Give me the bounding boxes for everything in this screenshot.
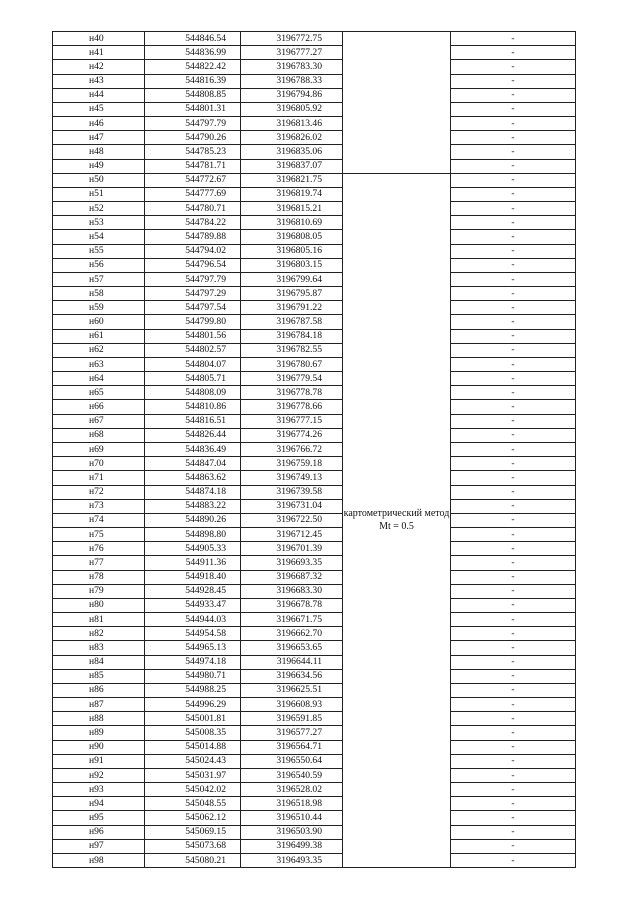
point-name-cell: н44 [53, 88, 145, 102]
table-row [53, 783, 576, 797]
point-name-cell: н68 [53, 428, 145, 442]
x-coordinate-cell: 544780.71 [145, 202, 241, 216]
y-coordinate-cell: 3196805.92 [241, 102, 343, 116]
x-coordinate-cell: 544874.18 [145, 485, 241, 499]
point-name-cell: н46 [53, 117, 145, 131]
x-coordinate-cell: 544797.29 [145, 287, 241, 301]
y-coordinate-cell: 3196662.70 [241, 627, 343, 641]
table-row [53, 159, 576, 173]
dash-cell: - [451, 485, 576, 499]
x-coordinate-cell: 544805.71 [145, 372, 241, 386]
point-name-cell: н87 [53, 698, 145, 712]
point-name-cell: н60 [53, 315, 145, 329]
table-row [53, 400, 576, 414]
y-coordinate-cell: 3196518.98 [241, 797, 343, 811]
point-name-cell: н72 [53, 485, 145, 499]
x-coordinate-cell: 544772.67 [145, 173, 241, 187]
point-name-cell: н51 [53, 187, 145, 201]
y-coordinate-cell: 3196671.75 [241, 613, 343, 627]
y-coordinate-cell: 3196731.04 [241, 499, 343, 513]
x-coordinate-cell: 545062.12 [145, 811, 241, 825]
y-coordinate-cell: 3196778.66 [241, 400, 343, 414]
x-coordinate-cell: 544777.69 [145, 187, 241, 201]
table-row [53, 244, 576, 258]
dash-cell: - [451, 542, 576, 556]
dash-cell: - [451, 811, 576, 825]
x-coordinate-cell: 544790.26 [145, 131, 241, 145]
x-coordinate-cell: 544796.54 [145, 258, 241, 272]
dash-cell: - [451, 698, 576, 712]
point-name-cell: н54 [53, 230, 145, 244]
y-coordinate-cell: 3196799.64 [241, 272, 343, 286]
point-name-cell: н76 [53, 542, 145, 556]
dash-cell: - [451, 457, 576, 471]
x-coordinate-cell: 544808.09 [145, 386, 241, 400]
table-row [53, 768, 576, 782]
point-name-cell: н62 [53, 343, 145, 357]
table-row [53, 258, 576, 272]
dash-cell: - [451, 173, 576, 187]
y-coordinate-cell: 3196795.87 [241, 287, 343, 301]
y-coordinate-cell: 3196821.75 [241, 173, 343, 187]
table-row [53, 811, 576, 825]
y-coordinate-cell: 3196791.22 [241, 301, 343, 315]
table-row [53, 230, 576, 244]
x-coordinate-cell: 545014.88 [145, 740, 241, 754]
dash-cell: - [451, 46, 576, 60]
dash-cell: - [451, 145, 576, 159]
dash-cell: - [451, 442, 576, 456]
y-coordinate-cell: 3196722.50 [241, 513, 343, 527]
point-name-cell: н49 [53, 159, 145, 173]
x-coordinate-cell: 544797.54 [145, 301, 241, 315]
point-name-cell: н98 [53, 853, 145, 867]
table-row [53, 187, 576, 201]
table-row [53, 329, 576, 343]
x-coordinate-cell: 544816.39 [145, 74, 241, 88]
point-name-cell: н65 [53, 386, 145, 400]
coordinates-table [52, 31, 576, 868]
y-coordinate-cell: 3196678.78 [241, 598, 343, 612]
table-row [53, 613, 576, 627]
x-coordinate-cell: 545080.21 [145, 853, 241, 867]
table-row [53, 372, 576, 386]
y-coordinate-cell: 3196788.33 [241, 74, 343, 88]
dash-cell: - [451, 712, 576, 726]
y-coordinate-cell: 3196805.16 [241, 244, 343, 258]
dash-cell: - [451, 768, 576, 782]
table-row [53, 797, 576, 811]
table-row [53, 556, 576, 570]
point-name-cell: н41 [53, 46, 145, 60]
dash-cell: - [451, 216, 576, 230]
table-row [53, 88, 576, 102]
table-row [53, 46, 576, 60]
x-coordinate-cell: 545008.35 [145, 726, 241, 740]
y-coordinate-cell: 3196683.30 [241, 584, 343, 598]
dash-cell: - [451, 400, 576, 414]
y-coordinate-cell: 3196794.86 [241, 88, 343, 102]
table-row [53, 287, 576, 301]
point-name-cell: н52 [53, 202, 145, 216]
x-coordinate-cell: 545069.15 [145, 825, 241, 839]
x-coordinate-cell: 544918.40 [145, 570, 241, 584]
y-coordinate-cell: 3196803.15 [241, 258, 343, 272]
x-coordinate-cell: 544785.23 [145, 145, 241, 159]
table-row [53, 726, 576, 740]
point-name-cell: н43 [53, 74, 145, 88]
table-row [53, 485, 576, 499]
y-coordinate-cell: 3196810.69 [241, 216, 343, 230]
point-name-cell: н95 [53, 811, 145, 825]
table-row [53, 839, 576, 853]
y-coordinate-cell: 3196550.64 [241, 754, 343, 768]
dash-cell: - [451, 357, 576, 371]
point-name-cell: н79 [53, 584, 145, 598]
y-coordinate-cell: 3196653.65 [241, 641, 343, 655]
point-name-cell: н40 [53, 32, 145, 46]
y-coordinate-cell: 3196772.75 [241, 32, 343, 46]
point-name-cell: н45 [53, 102, 145, 116]
point-name-cell: н71 [53, 471, 145, 485]
x-coordinate-cell: 545001.81 [145, 712, 241, 726]
x-coordinate-cell: 545042.02 [145, 783, 241, 797]
dash-cell: - [451, 598, 576, 612]
y-coordinate-cell: 3196808.05 [241, 230, 343, 244]
table-row [53, 386, 576, 400]
x-coordinate-cell: 544847.04 [145, 457, 241, 471]
table-row [53, 32, 576, 46]
point-name-cell: н86 [53, 683, 145, 697]
point-name-cell: н85 [53, 669, 145, 683]
table-row [53, 173, 576, 187]
method-cell: картометрический метод Mt = 0.5 [343, 173, 451, 867]
point-name-cell: н80 [53, 598, 145, 612]
point-name-cell: н92 [53, 768, 145, 782]
x-coordinate-cell: 544974.18 [145, 655, 241, 669]
x-coordinate-cell: 544905.33 [145, 542, 241, 556]
y-coordinate-cell: 3196774.26 [241, 428, 343, 442]
point-name-cell: н59 [53, 301, 145, 315]
y-coordinate-cell: 3196625.51 [241, 683, 343, 697]
dash-cell: - [451, 117, 576, 131]
y-coordinate-cell: 3196510.44 [241, 811, 343, 825]
point-name-cell: н48 [53, 145, 145, 159]
dash-cell: - [451, 627, 576, 641]
dash-cell: - [451, 159, 576, 173]
dash-cell: - [451, 825, 576, 839]
y-coordinate-cell: 3196739.58 [241, 485, 343, 499]
point-name-cell: н63 [53, 357, 145, 371]
table-row [53, 740, 576, 754]
point-name-cell: н81 [53, 613, 145, 627]
table-row [53, 301, 576, 315]
y-coordinate-cell: 3196693.35 [241, 556, 343, 570]
table-row [53, 414, 576, 428]
y-coordinate-cell: 3196701.39 [241, 542, 343, 556]
table-row [53, 528, 576, 542]
dash-cell: - [451, 669, 576, 683]
y-coordinate-cell: 3196687.32 [241, 570, 343, 584]
table-row [53, 669, 576, 683]
table-row [53, 513, 576, 527]
x-coordinate-cell: 544890.26 [145, 513, 241, 527]
point-name-cell: н77 [53, 556, 145, 570]
table-row [53, 499, 576, 513]
dash-cell: - [451, 74, 576, 88]
table-row [53, 712, 576, 726]
point-name-cell: н55 [53, 244, 145, 258]
point-name-cell: н47 [53, 131, 145, 145]
dash-cell: - [451, 343, 576, 357]
y-coordinate-cell: 3196577.27 [241, 726, 343, 740]
point-name-cell: н83 [53, 641, 145, 655]
y-coordinate-cell: 3196784.18 [241, 329, 343, 343]
point-name-cell: н73 [53, 499, 145, 513]
point-name-cell: н53 [53, 216, 145, 230]
table-row [53, 683, 576, 697]
y-coordinate-cell: 3196779.54 [241, 372, 343, 386]
point-name-cell: н91 [53, 754, 145, 768]
table-row [53, 542, 576, 556]
y-coordinate-cell: 3196778.78 [241, 386, 343, 400]
table-row [53, 853, 576, 867]
table-row [53, 216, 576, 230]
x-coordinate-cell: 544810.86 [145, 400, 241, 414]
y-coordinate-cell: 3196766.72 [241, 442, 343, 456]
x-coordinate-cell: 544781.71 [145, 159, 241, 173]
table-row [53, 145, 576, 159]
dash-cell: - [451, 655, 576, 669]
y-coordinate-cell: 3196528.02 [241, 783, 343, 797]
point-name-cell: н74 [53, 513, 145, 527]
x-coordinate-cell: 544996.29 [145, 698, 241, 712]
table-row [53, 131, 576, 145]
x-coordinate-cell: 544898.80 [145, 528, 241, 542]
table-row [53, 627, 576, 641]
dash-cell: - [451, 102, 576, 116]
x-coordinate-cell: 545048.55 [145, 797, 241, 811]
dash-cell: - [451, 287, 576, 301]
table-row [53, 641, 576, 655]
y-coordinate-cell: 3196835.06 [241, 145, 343, 159]
x-coordinate-cell: 544836.99 [145, 46, 241, 60]
y-coordinate-cell: 3196837.07 [241, 159, 343, 173]
x-coordinate-cell: 544836.49 [145, 442, 241, 456]
dash-cell: - [451, 329, 576, 343]
point-name-cell: н50 [53, 173, 145, 187]
dash-cell: - [451, 315, 576, 329]
table-row [53, 272, 576, 286]
y-coordinate-cell: 3196819.74 [241, 187, 343, 201]
point-name-cell: н42 [53, 60, 145, 74]
x-coordinate-cell: 544804.07 [145, 357, 241, 371]
point-name-cell: н61 [53, 329, 145, 343]
x-coordinate-cell: 544911.36 [145, 556, 241, 570]
x-coordinate-cell: 544863.62 [145, 471, 241, 485]
x-coordinate-cell: 544794.02 [145, 244, 241, 258]
point-name-cell: н97 [53, 839, 145, 853]
table-row [53, 102, 576, 116]
x-coordinate-cell: 544846.54 [145, 32, 241, 46]
table-row [53, 343, 576, 357]
x-coordinate-cell: 544797.79 [145, 272, 241, 286]
dash-cell: - [451, 683, 576, 697]
point-name-cell: н66 [53, 400, 145, 414]
y-coordinate-cell: 3196591.85 [241, 712, 343, 726]
y-coordinate-cell: 3196782.55 [241, 343, 343, 357]
dash-cell: - [451, 726, 576, 740]
dash-cell: - [451, 131, 576, 145]
dash-cell: - [451, 386, 576, 400]
dash-cell: - [451, 60, 576, 74]
y-coordinate-cell: 3196503.90 [241, 825, 343, 839]
x-coordinate-cell: 544988.25 [145, 683, 241, 697]
x-coordinate-cell: 544883.22 [145, 499, 241, 513]
table-row [53, 598, 576, 612]
y-coordinate-cell: 3196780.67 [241, 357, 343, 371]
dash-cell: - [451, 258, 576, 272]
dash-cell: - [451, 797, 576, 811]
point-name-cell: н84 [53, 655, 145, 669]
x-coordinate-cell: 544816.51 [145, 414, 241, 428]
table-row [53, 442, 576, 456]
y-coordinate-cell: 3196783.30 [241, 60, 343, 74]
y-coordinate-cell: 3196564.71 [241, 740, 343, 754]
table-row [53, 315, 576, 329]
y-coordinate-cell: 3196634.56 [241, 669, 343, 683]
point-name-cell: н78 [53, 570, 145, 584]
y-coordinate-cell: 3196826.02 [241, 131, 343, 145]
x-coordinate-cell: 544826.44 [145, 428, 241, 442]
dash-cell: - [451, 853, 576, 867]
x-coordinate-cell: 544802.57 [145, 343, 241, 357]
y-coordinate-cell: 3196493.35 [241, 853, 343, 867]
point-name-cell: н58 [53, 287, 145, 301]
point-name-cell: н96 [53, 825, 145, 839]
x-coordinate-cell: 544980.71 [145, 669, 241, 683]
table-row [53, 60, 576, 74]
point-name-cell: н94 [53, 797, 145, 811]
dash-cell: - [451, 754, 576, 768]
point-name-cell: н69 [53, 442, 145, 456]
x-coordinate-cell: 544933.47 [145, 598, 241, 612]
point-name-cell: н89 [53, 726, 145, 740]
x-coordinate-cell: 544784.22 [145, 216, 241, 230]
table-row [53, 754, 576, 768]
y-coordinate-cell: 3196777.27 [241, 46, 343, 60]
dash-cell: - [451, 272, 576, 286]
table-row [53, 570, 576, 584]
table-row [53, 117, 576, 131]
point-name-cell: н88 [53, 712, 145, 726]
x-coordinate-cell: 544789.88 [145, 230, 241, 244]
y-coordinate-cell: 3196644.11 [241, 655, 343, 669]
point-name-cell: н93 [53, 783, 145, 797]
table-row [53, 428, 576, 442]
y-coordinate-cell: 3196499.38 [241, 839, 343, 853]
dash-cell: - [451, 513, 576, 527]
dash-cell: - [451, 88, 576, 102]
x-coordinate-cell: 545024.43 [145, 754, 241, 768]
x-coordinate-cell: 545031.97 [145, 768, 241, 782]
x-coordinate-cell: 544799.80 [145, 315, 241, 329]
table-row [53, 698, 576, 712]
dash-cell: - [451, 556, 576, 570]
table-row [53, 202, 576, 216]
x-coordinate-cell: 544797.79 [145, 117, 241, 131]
dash-cell: - [451, 839, 576, 853]
table-row [53, 584, 576, 598]
point-name-cell: н75 [53, 528, 145, 542]
dash-cell: - [451, 32, 576, 46]
dash-cell: - [451, 499, 576, 513]
y-coordinate-cell: 3196787.58 [241, 315, 343, 329]
dash-cell: - [451, 783, 576, 797]
y-coordinate-cell: 3196712.45 [241, 528, 343, 542]
dash-cell: - [451, 244, 576, 258]
dash-cell: - [451, 428, 576, 442]
point-name-cell: н82 [53, 627, 145, 641]
coordinates-table-body [53, 32, 576, 868]
point-name-cell: н90 [53, 740, 145, 754]
point-name-cell: н67 [53, 414, 145, 428]
dash-cell: - [451, 740, 576, 754]
x-coordinate-cell: 544801.56 [145, 329, 241, 343]
y-coordinate-cell: 3196759.18 [241, 457, 343, 471]
table-row [53, 74, 576, 88]
table-row [53, 457, 576, 471]
x-coordinate-cell: 545073.68 [145, 839, 241, 853]
y-coordinate-cell: 3196815.21 [241, 202, 343, 216]
y-coordinate-cell: 3196777.15 [241, 414, 343, 428]
point-name-cell: н70 [53, 457, 145, 471]
dash-cell: - [451, 301, 576, 315]
x-coordinate-cell: 544944.03 [145, 613, 241, 627]
dash-cell: - [451, 202, 576, 216]
y-coordinate-cell: 3196608.93 [241, 698, 343, 712]
point-name-cell: н57 [53, 272, 145, 286]
x-coordinate-cell: 544801.31 [145, 102, 241, 116]
x-coordinate-cell: 544928.45 [145, 584, 241, 598]
y-coordinate-cell: 3196749.13 [241, 471, 343, 485]
y-coordinate-cell: 3196813.46 [241, 117, 343, 131]
method-cell-upper [343, 32, 451, 174]
dash-cell: - [451, 372, 576, 386]
point-name-cell: н56 [53, 258, 145, 272]
dash-cell: - [451, 414, 576, 428]
x-coordinate-cell: 544965.13 [145, 641, 241, 655]
dash-cell: - [451, 230, 576, 244]
point-name-cell: н64 [53, 372, 145, 386]
dash-cell: - [451, 187, 576, 201]
x-coordinate-cell: 544822.42 [145, 60, 241, 74]
x-coordinate-cell: 544954.58 [145, 627, 241, 641]
y-coordinate-cell: 3196540.59 [241, 768, 343, 782]
x-coordinate-cell: 544808.85 [145, 88, 241, 102]
table-row [53, 471, 576, 485]
dash-cell: - [451, 528, 576, 542]
table-row [53, 655, 576, 669]
dash-cell: - [451, 641, 576, 655]
dash-cell: - [451, 584, 576, 598]
table-row [53, 357, 576, 371]
dash-cell: - [451, 471, 576, 485]
dash-cell: - [451, 570, 576, 584]
table-row [53, 825, 576, 839]
dash-cell: - [451, 613, 576, 627]
